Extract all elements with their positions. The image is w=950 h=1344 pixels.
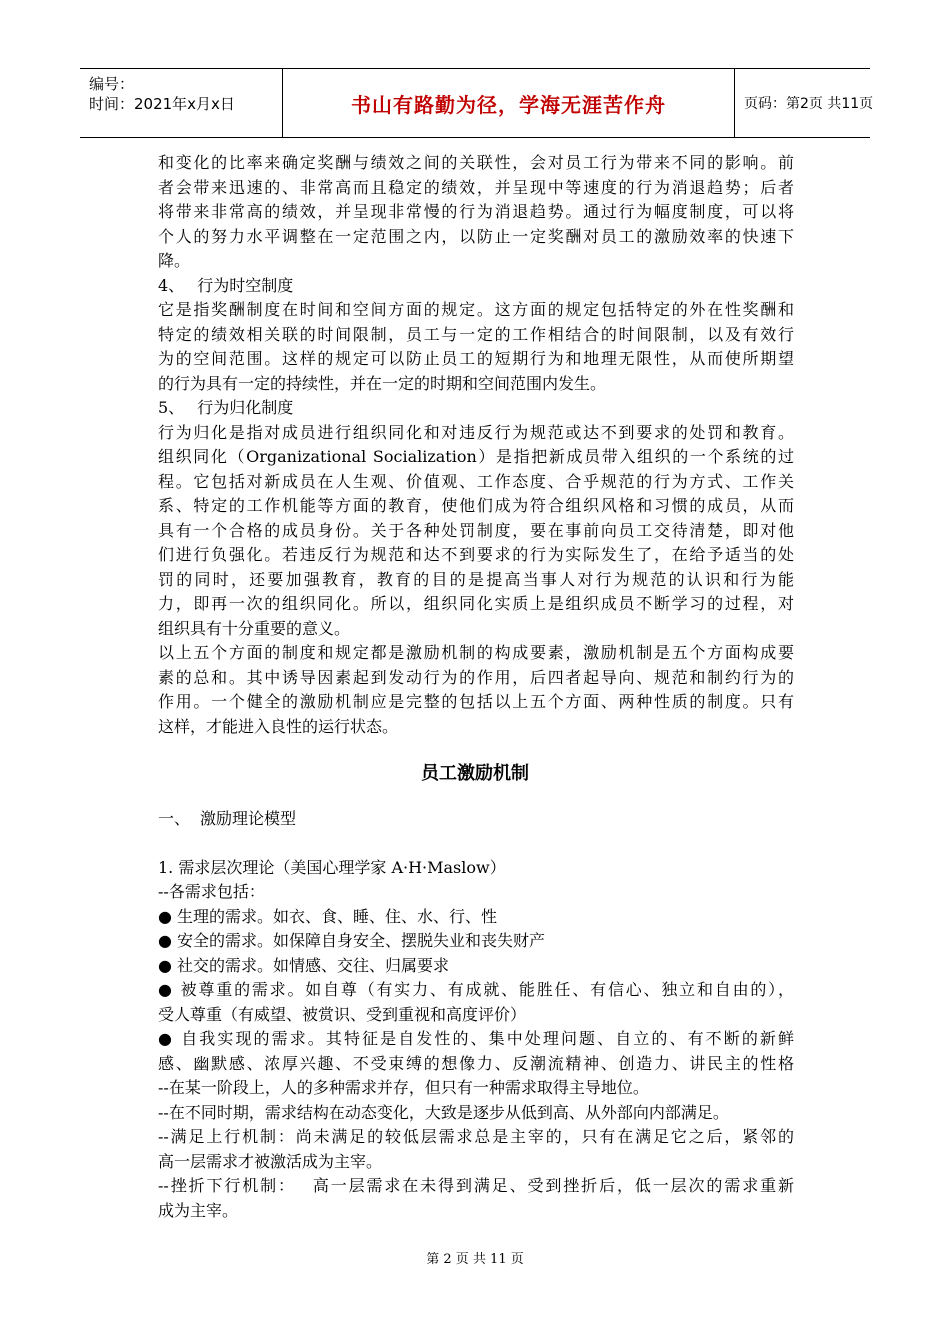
body-line: 程。它包括对新成员在人生观、价值观、工作态度、合乎规范的行为方式、工作关	[158, 471, 794, 491]
list-line: 受人尊重（有威望、被赏识、受到重视和高度评价）	[158, 1004, 527, 1024]
body-line: 行为归化是指对成员进行组织同化和对违反行为规范或达不到要求的处罚和教育。	[158, 422, 794, 442]
body-line: 具有一个合格的成员身份。关于各种处罚制度，要在事前向员工交待清楚，即对他	[158, 520, 794, 540]
body-line: 系、特定的工作机能等方面的教育，使他们成为符合组织风格和习惯的成员，从而	[158, 496, 794, 515]
list-line: 高一层需求才被激活成为主宰。	[158, 1151, 383, 1171]
header-motto-cell	[283, 69, 735, 137]
body-line: 特定的绩效相关联的时间限制，员工与一定的工作相结合的时间限制，以及有效行	[158, 324, 794, 344]
page-header	[80, 68, 874, 138]
list-line: ● 安全的需求。如保障自身安全、摆脱失业和丧失财产	[158, 931, 546, 950]
body-line: 以上五个方面的制度和规定都是激励机制的构成要素，激励机制是五个方面构成要	[158, 643, 794, 662]
body-line: 罚的同时，还要加强教育，教育的目的是提高当事人对行为规范的认识和行为能	[158, 569, 794, 589]
list-line: ● 自我实现的需求。其特征是自发性的、集中处理问题、自立的、有不断的新鲜	[158, 1029, 794, 1048]
subsection-title: 4、 行为时空制度	[158, 275, 294, 295]
body-line: 这样，才能进入良性的运行状态。	[158, 716, 399, 736]
header-page-cell	[735, 69, 874, 137]
body-line: 它是指奖酬制度在时间和空间方面的规定。这方面的规定包括特定的外在性奖酬和	[158, 300, 794, 319]
body-line: 的行为具有一定的持续性，并在一定的时期和空间范围内发生。	[158, 373, 607, 393]
body-line: 们进行负强化。若违反行为规范和达不到要求的行为实际发生了，在给予适当的处	[158, 545, 794, 564]
list-line: 1. 需求层次理论（美国心理学家 A·H·Maslow）	[158, 857, 506, 877]
section-number: 一、	[158, 809, 191, 828]
header-left-cell	[80, 69, 283, 137]
body-line: 者会带来迅速的、非常高而且稳定的绩效，并呈现中等速度的行为消退趋势；后者	[158, 177, 794, 197]
body-line: 和变化的比率来确定奖酬与绩效之间的关联性，会对员工行为带来不同的影响。前	[158, 153, 794, 172]
body-line: 组织具有十分重要的意义。	[158, 618, 351, 638]
list-line: --满足上行机制：尚未满足的较低层需求总是主宰的，只有在满足它之后，紧邻的	[158, 1127, 794, 1146]
theory-section	[158, 807, 794, 1223]
body-line: 为的空间范围。这样的规定可以防止员工的短期行为和地理无限性，从而使所期望	[158, 349, 794, 368]
body-line: 将带来非常高的绩效，并呈现非常慢的行为消退趋势。通过行为幅度制度，可以将	[158, 202, 794, 221]
serial-label: 编号：	[89, 75, 135, 93]
list-line: ● 被尊重的需求。如自尊（有实力、有成就、能胜任、有信心、独立和自由的），	[158, 980, 794, 999]
body-line: 素的总和。其中诱导因素起到发动行为的作用，后四者起导向、规范和制约行为的	[158, 667, 794, 687]
body-line: 个人的努力水平调整在一定范围之内，以防止一定奖酬对员工的激励效率的快速下	[158, 226, 794, 246]
motto: 书山有路勤为径，学海无涯苦作舟	[351, 93, 666, 117]
list-line: ● 社交的需求。如情感、交往、归属要求	[158, 955, 450, 975]
body-line: 组织同化（Organizational Socialization）是指把新成员带入组织的一个系统的过	[158, 447, 794, 466]
list-line: 成为主宰。	[158, 1200, 239, 1220]
body-text	[158, 151, 794, 739]
list-line: --各需求包括：	[158, 882, 265, 901]
body-line: 力，即再一次的组织同化。所以，组织同化实质上是组织成员不断学习的过程，对	[158, 594, 794, 613]
section-title	[158, 807, 794, 832]
subsection-title: 5、 行为归化制度	[158, 398, 294, 417]
page-footer: 第 2 页 共 11 页	[426, 1252, 524, 1267]
page-info: 页码：第2页 共11页	[744, 96, 874, 112]
list-line: 感、幽默感、浓厚兴趣、不受束缚的想像力、反潮流精神、创造力、讲民主的性格	[158, 1053, 794, 1073]
body-line: 降。	[158, 251, 191, 270]
list-line: --在某一阶段上，人的多种需求并存，但只有一种需求取得主导地位。	[158, 1078, 649, 1097]
list-line: ● 生理的需求。如衣、食、睡、住、水、行、性	[158, 906, 498, 926]
list-line: --在不同时期，需求结构在动态变化，大致是逐步从低到高、从外部向内部满足。	[158, 1102, 729, 1122]
date-label: 时间：2021年x月x日	[89, 95, 235, 113]
list-line: --挫折下行机制： 高一层需求在未得到满足、受到挫折后，低一层次的需求重新	[158, 1176, 794, 1195]
section-title-text: 激励理论模型	[200, 809, 297, 828]
section-heading: 员工激励机制	[421, 763, 529, 784]
body-line: 作用。一个健全的激励机制应是完整的包括以上五个方面、两种性质的制度。只有	[158, 692, 794, 711]
